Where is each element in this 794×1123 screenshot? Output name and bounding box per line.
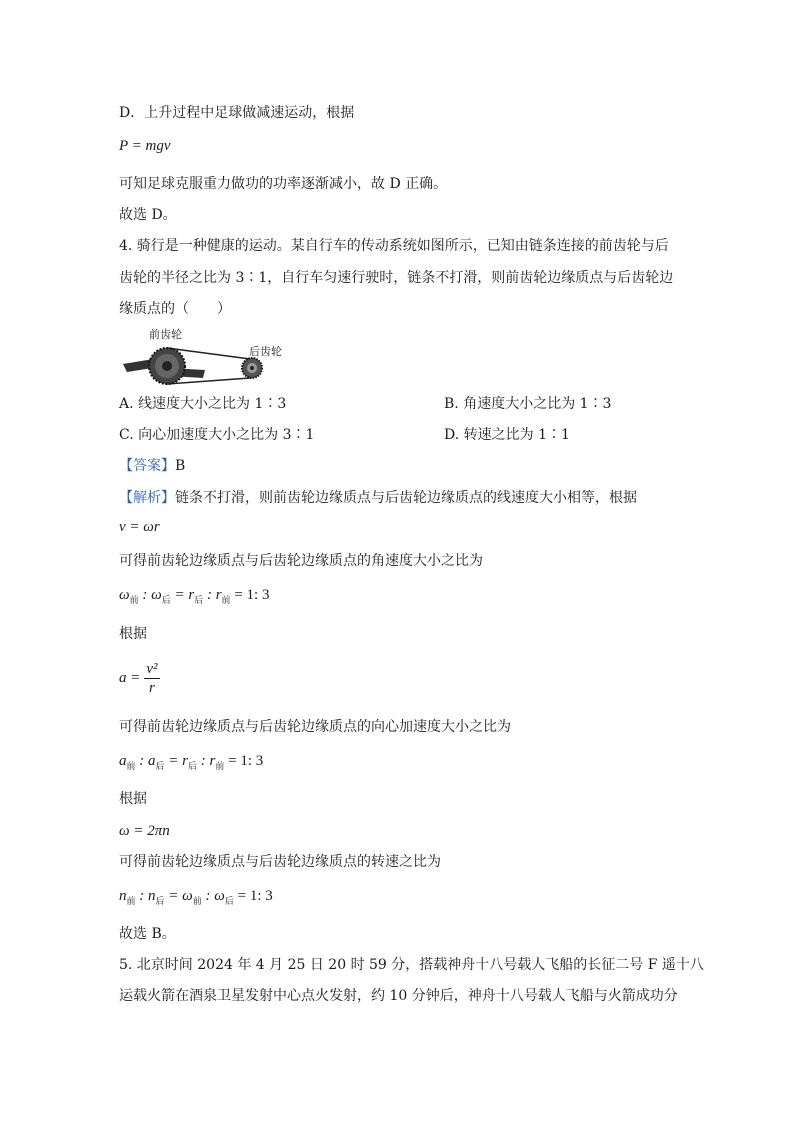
option-d: D. 转速之比为 1∶1	[444, 427, 570, 443]
question-4-line1: 4. 骑行是一种健康的运动。某自行车的传动系统如图所示，已知由链条连接的前齿轮与后	[119, 238, 669, 254]
question-4-line3: 缘质点的（ ）	[119, 301, 231, 317]
chain-drive-drawing	[119, 326, 299, 386]
question-5-line2: 运载火箭在酒泉卫星发射中心点火发射，约 10 分钟后，神舟十八号载人飞船与火箭成功分	[119, 988, 678, 1004]
rotation-ratio-formula: $n_前$ : $n_后 = \omega_前$ : $\omega_后 = 1$: 3	[119, 888, 273, 906]
analysis-line	[119, 488, 637, 508]
choose-d: 故选 D。	[119, 207, 177, 223]
choose-b: 故选 B。	[119, 926, 176, 942]
answer-line	[119, 456, 185, 476]
front-gear-label: 前齿轮	[149, 328, 182, 341]
chain-drive-figure	[119, 326, 299, 386]
option-d-conclusion: 可知足球克服重力做功的功率逐渐减小，故 D 正确。	[119, 176, 448, 192]
basis-2: 根据	[119, 791, 147, 807]
acceleration-ratio-formula: $a_前$ : $a_后 = r_后$ : $r_前 = 1$: 3	[119, 753, 264, 771]
option-c: C. 向心加速度大小之比为 3∶1	[119, 427, 315, 443]
answer-value: B	[175, 458, 186, 474]
omega-ratio-formula: $\omega_前$ : $\omega_后 = r_后$ : $r_前 = 1$: 3	[119, 587, 270, 605]
rear-gear-label: 后齿轮	[249, 345, 282, 358]
option-d-text: D．上升过程中足球做减速运动，根据	[119, 105, 355, 121]
question-4-line2: 齿轮的半径之比为 3∶1，自行车匀速行驶时，链条不打滑，则前齿轮边缘质点与后齿轮边	[119, 270, 674, 286]
acceleration-ratio-text: 可得前齿轮边缘质点与后齿轮边缘质点的向心加速度大小之比为	[119, 719, 511, 735]
rotation-ratio-text: 可得前齿轮边缘质点与后齿轮边缘质点的转速之比为	[119, 854, 441, 870]
option-a: A. 线速度大小之比为 1∶3	[119, 396, 287, 412]
acceleration-formula: a = $\frac{\text{v²}}{r}$	[119, 661, 158, 697]
omega-n-formula: ω = 2πn	[119, 823, 170, 839]
basis-1: 根据	[119, 626, 147, 642]
answer-tag: 【答案】	[119, 458, 175, 474]
power-formula: P = mgv	[119, 138, 171, 154]
analysis-tag: 【解析】	[119, 490, 175, 506]
analysis-text: 链条不打滑，则前齿轮边缘质点与后齿轮边缘质点的线速度大小相等，根据	[175, 490, 637, 506]
question-5-line1: 5. 北京时间 2024 年 4 月 25 日 20 时 59 分，搭载神舟十八号载人飞船的长征二号 F 遥十八	[119, 957, 704, 973]
omega-ratio-text: 可得前齿轮边缘质点与后齿轮边缘质点的角速度大小之比为	[119, 553, 483, 569]
option-b: B. 角速度大小之比为 1∶3	[444, 396, 612, 412]
velocity-formula: v = ωr	[119, 519, 160, 535]
